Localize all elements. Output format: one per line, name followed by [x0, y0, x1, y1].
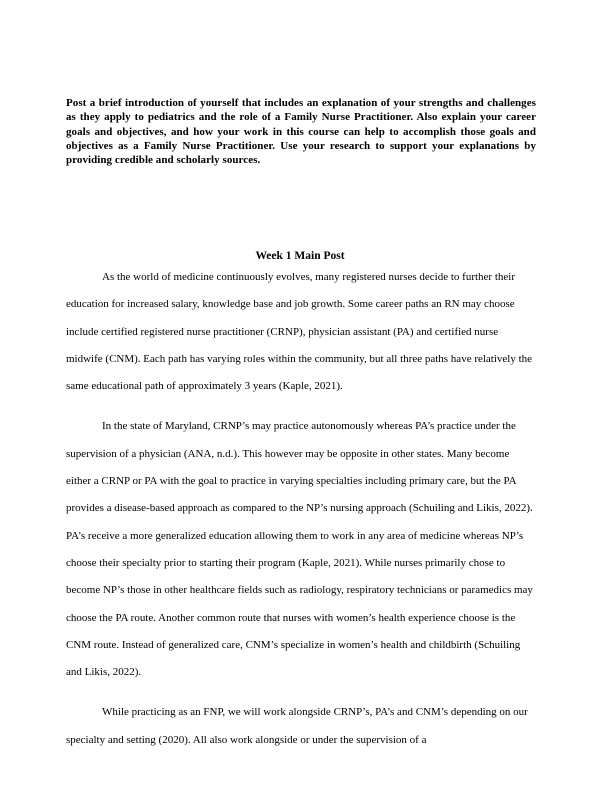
paragraph: As the world of medicine continuously evolves, many registered nurses decide to further their education for increased salary, knowledge base and job growth. Some career paths an RN may choose include certified registered nurse practitioner (CRNP), physician assistant (PA) and certified nurse midwife (CNM). Each path has varying roles within the community, but all three paths have relatively the same educational path of approximately 3 years (Kaple, 2021).: [66, 271, 533, 393]
assignment-prompt: Post a brief introduction of yourself that includes an explanation of your strengths and challenges as they apply to pediatrics and the role of a Family Nurse Practitioner. Also explain your career goals and objectives, and how your work in this course can help to accomplish those goals and objectives as a Family Nurse Practitioner. Use your research to support your explanations by providing credible and scholarly sources.: [66, 97, 536, 167]
paragraph: In the state of Maryland, CRNP’s may practice autonomously whereas PA’s practice under the supervision of a physician (ANA, n.d.). This however may be opposite in other states. Many become either a CRNP or PA with the goal to practice in varying specialties including primary care, but the PA provides a disease-based approach as compared to the NP’s nursing approach (Schuiling and Likis, 2022). PA’s receive a more generalized education allowing them to work in any area of medicine whereas NP’s choose their specialty prior to starting their program (Kaple, 2021). While nurses primarily chose to become NP’s those in other healthcare fields such as radiology, respiratory technicians or paramedics may choose the PA route. Another common route that nurses with women’s health experience choose is the CNM route. Instead of generalized care, CNM’s specialize in women’s health and childbirth (Schuiling and Likis, 2022).: [66, 420, 533, 679]
post-heading: Week 1 Main Post: [255, 250, 345, 262]
paragraph: While practicing as an FNP, we will work alongside CRNP’s, PA’s and CNM’s depending on our specialty and setting (2020). All also work alongside or under the supervision of a: [66, 706, 528, 746]
post-body: [66, 264, 536, 767]
